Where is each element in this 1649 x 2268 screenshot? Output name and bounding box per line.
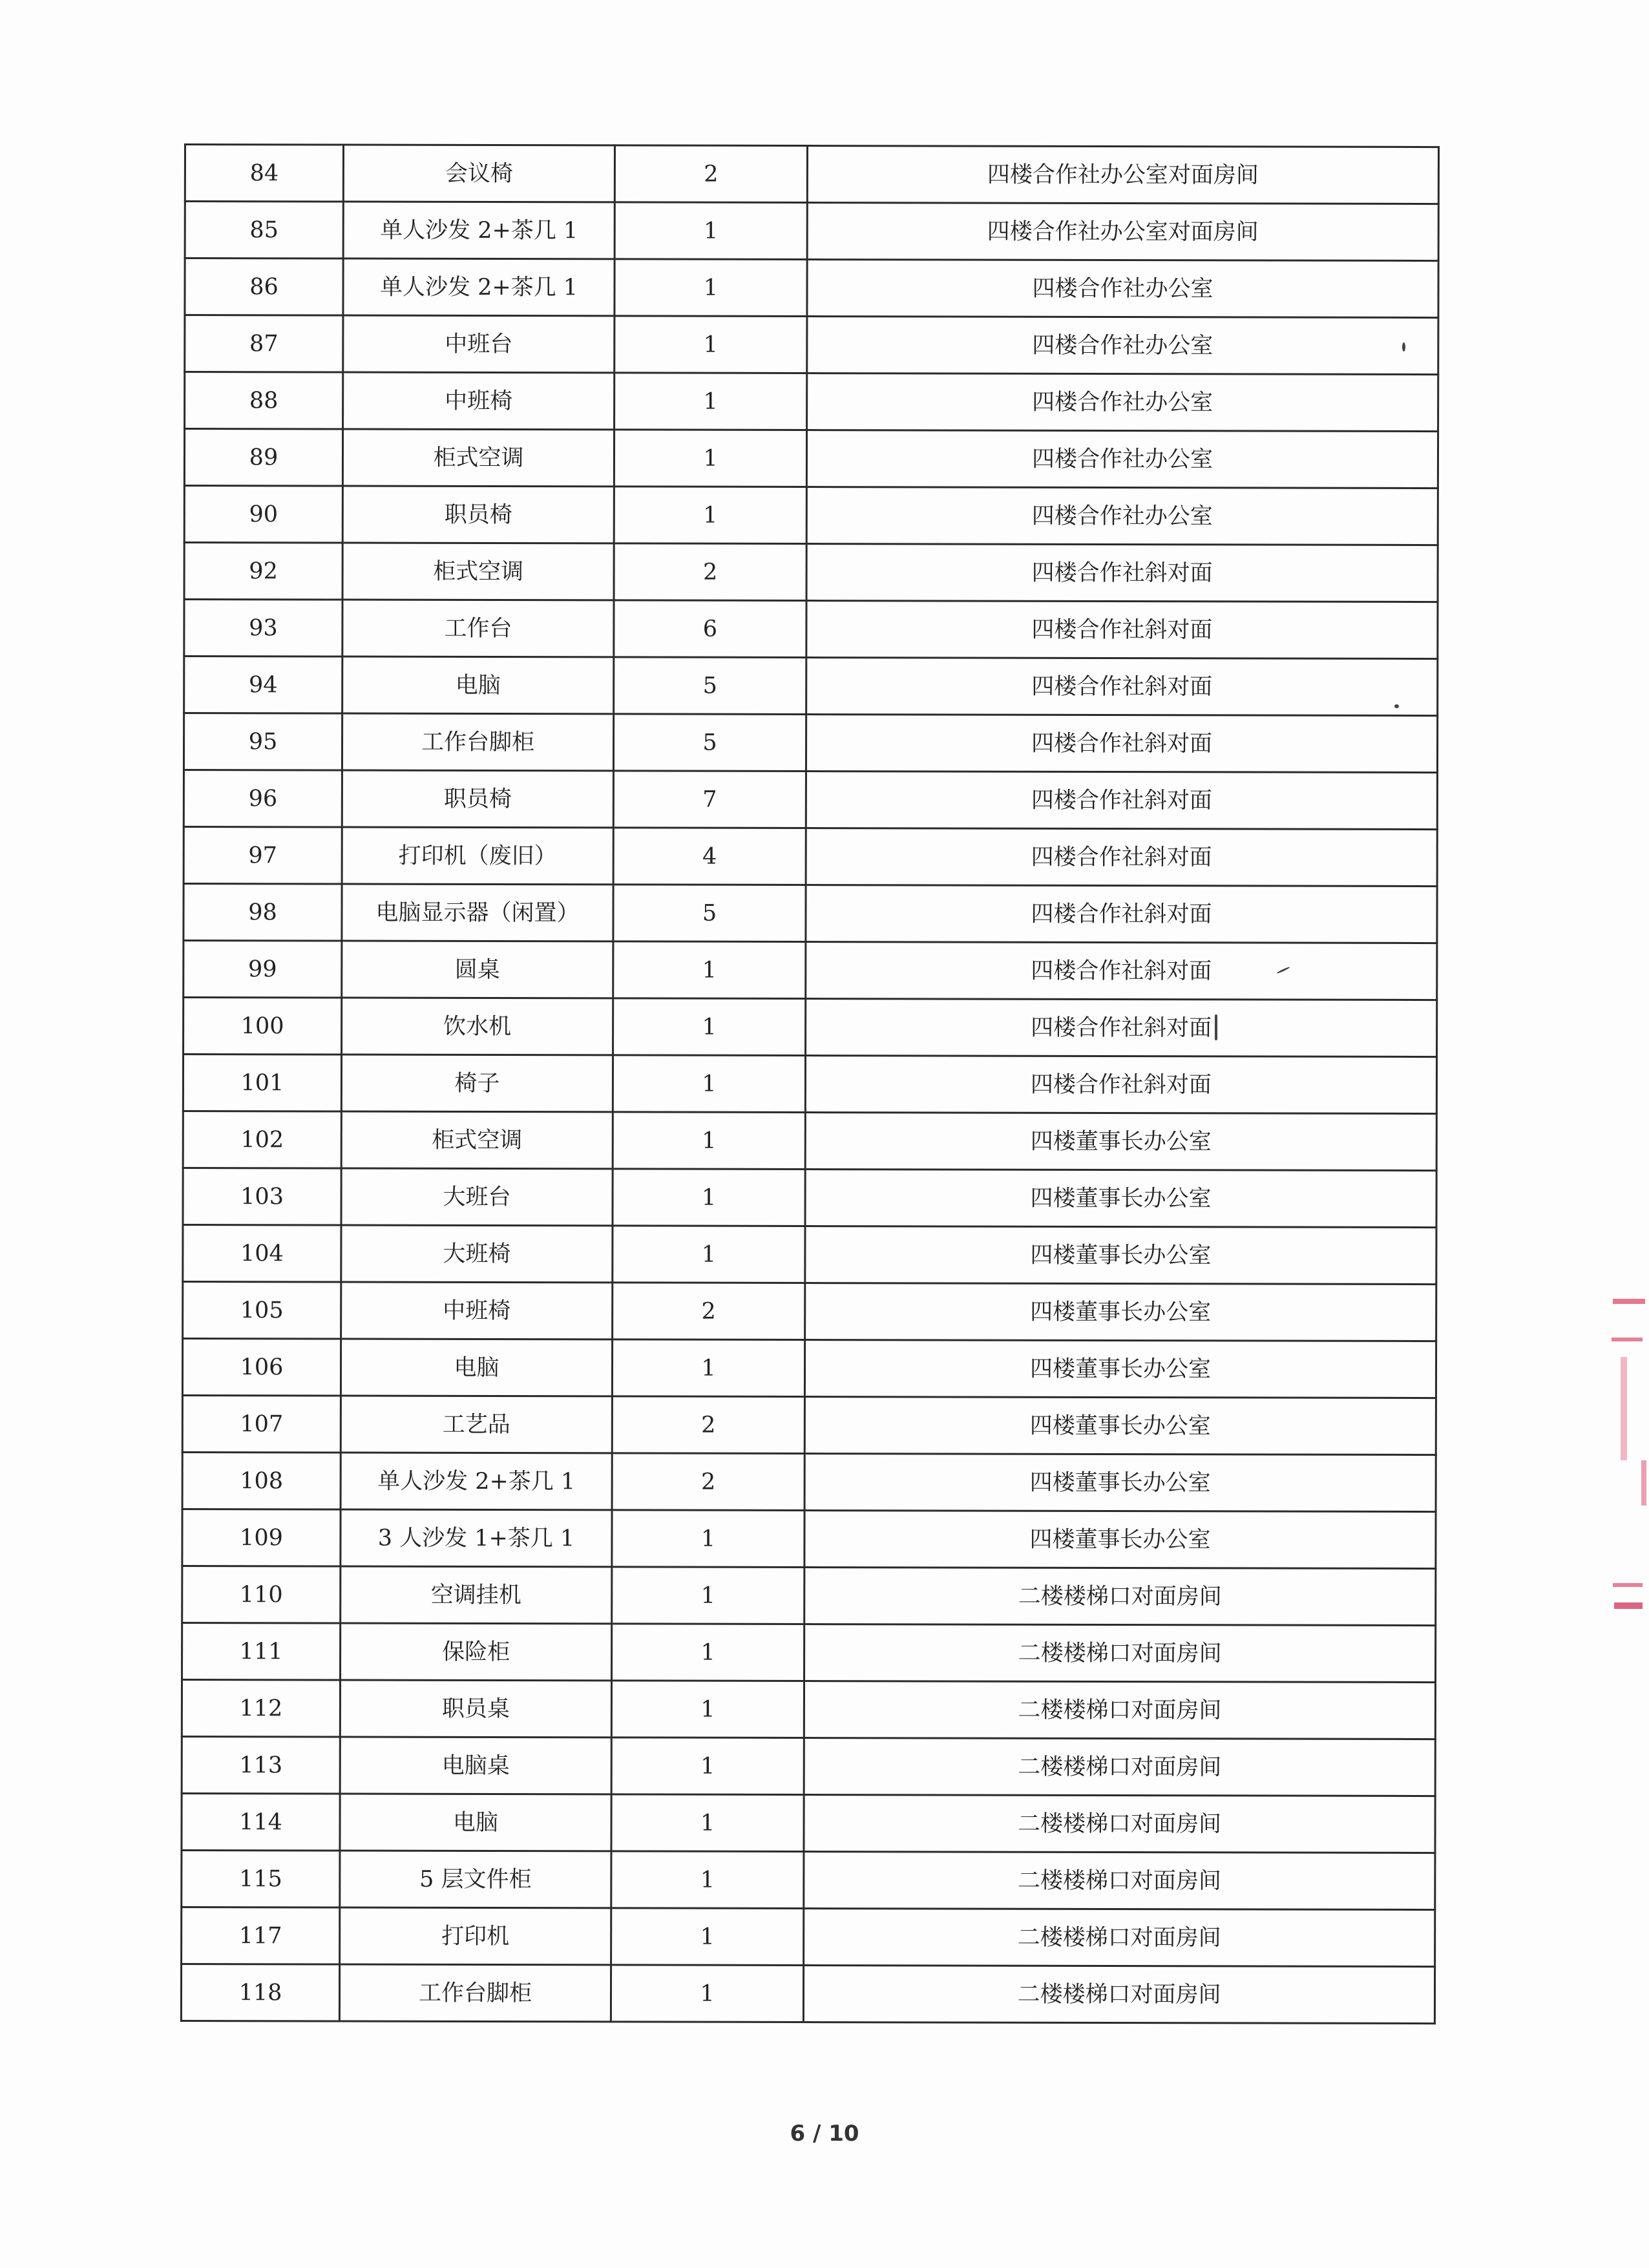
table-row [182,1338,1436,1398]
item-number-cell: 111 [182,1622,341,1680]
item-name-cell: 5 层文件柜 [340,1851,611,1908]
item-name-cell: 柜式空调 [342,543,614,600]
item-name-cell: 电脑显示器（闲置） [342,884,613,941]
item-name-cell: 椅子 [341,1055,613,1112]
item-name-cell: 柜式空调 [341,1111,613,1169]
item-location-cell: 四楼合作社办公室 [807,260,1438,318]
item-name-cell: 中班椅 [343,372,614,430]
item-quantity-cell: 1 [611,1681,804,1738]
item-name-cell: 中班台 [343,315,614,373]
asset-inventory-table [180,143,1440,2024]
item-quantity-cell: 5 [613,885,806,942]
table-row [184,941,1437,1000]
item-location-cell: 四楼合作社斜对面 [806,544,1438,602]
item-location-cell: 四楼合作社斜对面 [806,942,1437,1000]
item-number-cell: 89 [184,429,342,487]
item-name-cell: 职员桌 [340,1680,611,1738]
item-number-cell: 101 [183,1055,341,1112]
item-number-cell: 99 [184,941,342,998]
table-row [183,1111,1436,1170]
item-name-cell: 会议椅 [343,145,614,202]
item-number-cell: 97 [184,827,342,885]
item-location-cell: 四楼合作社斜对面 [806,658,1438,716]
item-number-cell: 106 [182,1338,341,1396]
item-quantity-cell: 5 [614,657,806,715]
table-row [184,827,1437,887]
table-row [181,1964,1434,2023]
item-name-cell: 工作台脚柜 [339,1964,611,2022]
item-number-cell: 114 [182,1793,340,1851]
item-number-cell: 93 [184,600,342,657]
item-quantity-cell: 1 [612,1624,804,1681]
item-location-cell: 四楼合作社办公室 [807,317,1438,375]
item-quantity-cell: 1 [611,1908,804,1966]
item-quantity-cell: 5 [613,714,806,772]
item-name-cell: 工作台 [342,600,614,657]
item-name-cell: 空调挂机 [341,1566,612,1624]
table-row [182,1566,1436,1625]
item-location-cell: 四楼合作社办公室 [806,430,1438,488]
item-number-cell: 98 [184,884,342,941]
table-row [182,1622,1436,1682]
table-row [185,145,1438,204]
item-name-cell: 饮水机 [342,998,613,1055]
item-number-cell: 115 [182,1850,340,1907]
item-name-cell: 大班椅 [341,1225,613,1283]
item-quantity-cell: 1 [614,316,807,373]
item-quantity-cell: 1 [614,259,807,317]
item-location-cell: 四楼合作社办公室对面房间 [807,203,1438,261]
table-row [183,1168,1436,1227]
item-number-cell: 104 [183,1224,341,1282]
item-number-cell: 108 [182,1452,341,1509]
item-quantity-cell: 1 [613,1169,805,1226]
item-name-cell: 3 人沙发 1+茶几 1 [341,1509,612,1567]
item-number-cell: 100 [184,998,342,1055]
item-name-cell: 单人沙发 2+茶几 1 [341,1453,612,1510]
item-quantity-cell: 1 [611,1738,804,1795]
table-row [185,258,1438,318]
item-location-cell: 四楼董事长办公室 [804,1340,1436,1398]
item-quantity-cell: 1 [614,487,806,544]
item-name-cell: 打印机 [340,1907,611,1965]
table-row [182,1850,1435,1909]
item-location-cell: 二楼楼梯口对面房间 [804,1738,1435,1796]
item-quantity-cell: 1 [613,941,806,999]
item-location-cell: 四楼董事长办公室 [805,1170,1436,1228]
item-quantity-cell: 1 [612,1339,804,1397]
item-quantity-cell: 1 [611,1965,803,2022]
item-location-cell: 四楼合作社办公室 [807,373,1438,432]
item-location-cell: 二楼楼梯口对面房间 [804,1852,1435,1910]
item-location-cell: 四楼合作社斜对面 [805,1056,1436,1114]
item-quantity-cell: 2 [612,1453,804,1511]
item-location-cell: 四楼合作社斜对面 [806,885,1437,943]
table-row [185,202,1438,261]
item-name-cell: 保险柜 [341,1623,612,1681]
item-number-cell: 87 [185,315,343,373]
item-number-cell: 113 [182,1736,340,1794]
item-quantity-cell: 4 [613,828,806,885]
item-number-cell: 117 [182,1907,340,1964]
item-name-cell: 电脑 [341,1339,612,1396]
table-row [184,713,1437,773]
item-number-cell: 110 [182,1566,341,1623]
table-row [184,429,1438,488]
page-number: 6 / 10 [790,2121,859,2147]
table-row [184,600,1438,659]
item-quantity-cell: 1 [611,1794,804,1852]
item-quantity-cell: 1 [614,430,806,487]
item-name-cell: 圆桌 [342,941,613,998]
item-quantity-cell: 1 [611,1851,804,1909]
item-name-cell: 打印机（废旧） [342,827,613,885]
table-row [182,1793,1435,1853]
item-number-cell: 86 [185,258,343,316]
item-name-cell: 职员椅 [342,486,614,543]
item-quantity-cell: 1 [613,1226,805,1283]
item-location-cell: 四楼合作社斜对面 [806,999,1437,1057]
item-location-cell: 四楼合作社斜对面 [806,772,1437,830]
item-name-cell: 工作台脚柜 [342,713,613,771]
item-name-cell: 工艺品 [341,1396,612,1453]
item-quantity-cell: 1 [613,1055,805,1113]
item-quantity-cell: 2 [612,1396,804,1454]
item-number-cell: 90 [184,486,342,543]
asset-inventory-table-body [181,145,1438,2024]
item-location-cell: 四楼董事长办公室 [805,1283,1436,1341]
item-number-cell: 103 [183,1168,341,1225]
item-quantity-cell: 2 [614,543,806,601]
table-row [182,1395,1436,1454]
scan-speck [1215,1014,1217,1040]
item-quantity-cell: 1 [612,1510,804,1568]
item-name-cell: 职员椅 [342,770,613,828]
item-location-cell: 四楼合作社办公室对面房间 [807,146,1438,204]
item-number-cell: 94 [184,656,342,714]
item-number-cell: 84 [185,145,343,202]
item-quantity-cell: 1 [614,373,807,430]
item-number-cell: 85 [185,202,343,259]
item-location-cell: 四楼董事长办公室 [804,1454,1436,1512]
table-row [183,1224,1436,1284]
item-quantity-cell: 2 [613,1283,805,1340]
item-number-cell: 96 [184,770,342,828]
table-row [185,372,1438,432]
item-name-cell: 中班椅 [341,1282,613,1339]
item-quantity-cell: 1 [612,1567,804,1624]
table-row [184,486,1438,545]
item-number-cell: 88 [185,372,343,430]
item-quantity-cell: 1 [613,1112,805,1170]
table-row [182,1907,1435,1966]
item-number-cell: 107 [182,1395,341,1453]
item-number-cell: 118 [181,1964,339,2021]
item-location-cell: 四楼董事长办公室 [805,1113,1436,1171]
table-row [184,884,1437,943]
item-location-cell: 四楼合作社办公室 [806,487,1438,545]
table-row [183,1281,1436,1341]
scan-speck [1402,342,1405,352]
table-row [184,998,1437,1057]
item-quantity-cell: 1 [613,998,806,1056]
table-row [182,1452,1436,1511]
item-location-cell: 二楼楼梯口对面房间 [804,1909,1435,1967]
scan-speck [1394,704,1399,708]
item-name-cell: 单人沙发 2+茶几 1 [343,202,614,259]
item-location-cell: 二楼楼梯口对面房间 [803,1966,1434,2024]
item-name-cell: 柜式空调 [342,429,614,487]
item-number-cell: 95 [184,713,342,771]
item-quantity-cell: 2 [614,145,807,203]
item-location-cell: 二楼楼梯口对面房间 [804,1681,1435,1739]
item-name-cell: 单人沙发 2+茶几 1 [343,258,614,316]
item-name-cell: 电脑桌 [340,1737,611,1794]
item-location-cell: 二楼楼梯口对面房间 [804,1568,1436,1626]
item-number-cell: 92 [184,543,342,600]
table-row [183,1055,1436,1114]
table-row [182,1736,1435,1796]
item-location-cell: 四楼董事长办公室 [804,1397,1436,1455]
item-location-cell: 二楼楼梯口对面房间 [804,1795,1435,1853]
item-number-cell: 105 [183,1281,341,1339]
item-location-cell: 四楼合作社斜对面 [806,601,1438,659]
item-location-cell: 二楼楼梯口对面房间 [804,1624,1436,1683]
item-number-cell: 102 [183,1111,341,1168]
item-name-cell: 电脑 [340,1794,611,1851]
item-location-cell: 四楼合作社斜对面 [806,715,1437,773]
item-location-cell: 四楼董事长办公室 [804,1511,1436,1569]
table-row [184,770,1437,830]
red-seal-stamp [1609,1299,1649,1635]
item-name-cell: 电脑 [342,656,614,714]
item-number-cell: 109 [182,1509,341,1566]
table-row [182,1509,1436,1568]
table-row [182,1679,1435,1739]
item-name-cell: 大班台 [341,1168,613,1226]
item-number-cell: 112 [182,1679,340,1737]
table-row [184,656,1438,716]
item-quantity-cell: 7 [613,771,806,828]
table-row [185,315,1438,375]
table-row [184,543,1438,602]
item-quantity-cell: 6 [614,600,806,658]
item-quantity-cell: 1 [614,202,807,260]
item-location-cell: 四楼董事长办公室 [805,1226,1436,1285]
item-location-cell: 四楼合作社斜对面 [806,828,1437,887]
